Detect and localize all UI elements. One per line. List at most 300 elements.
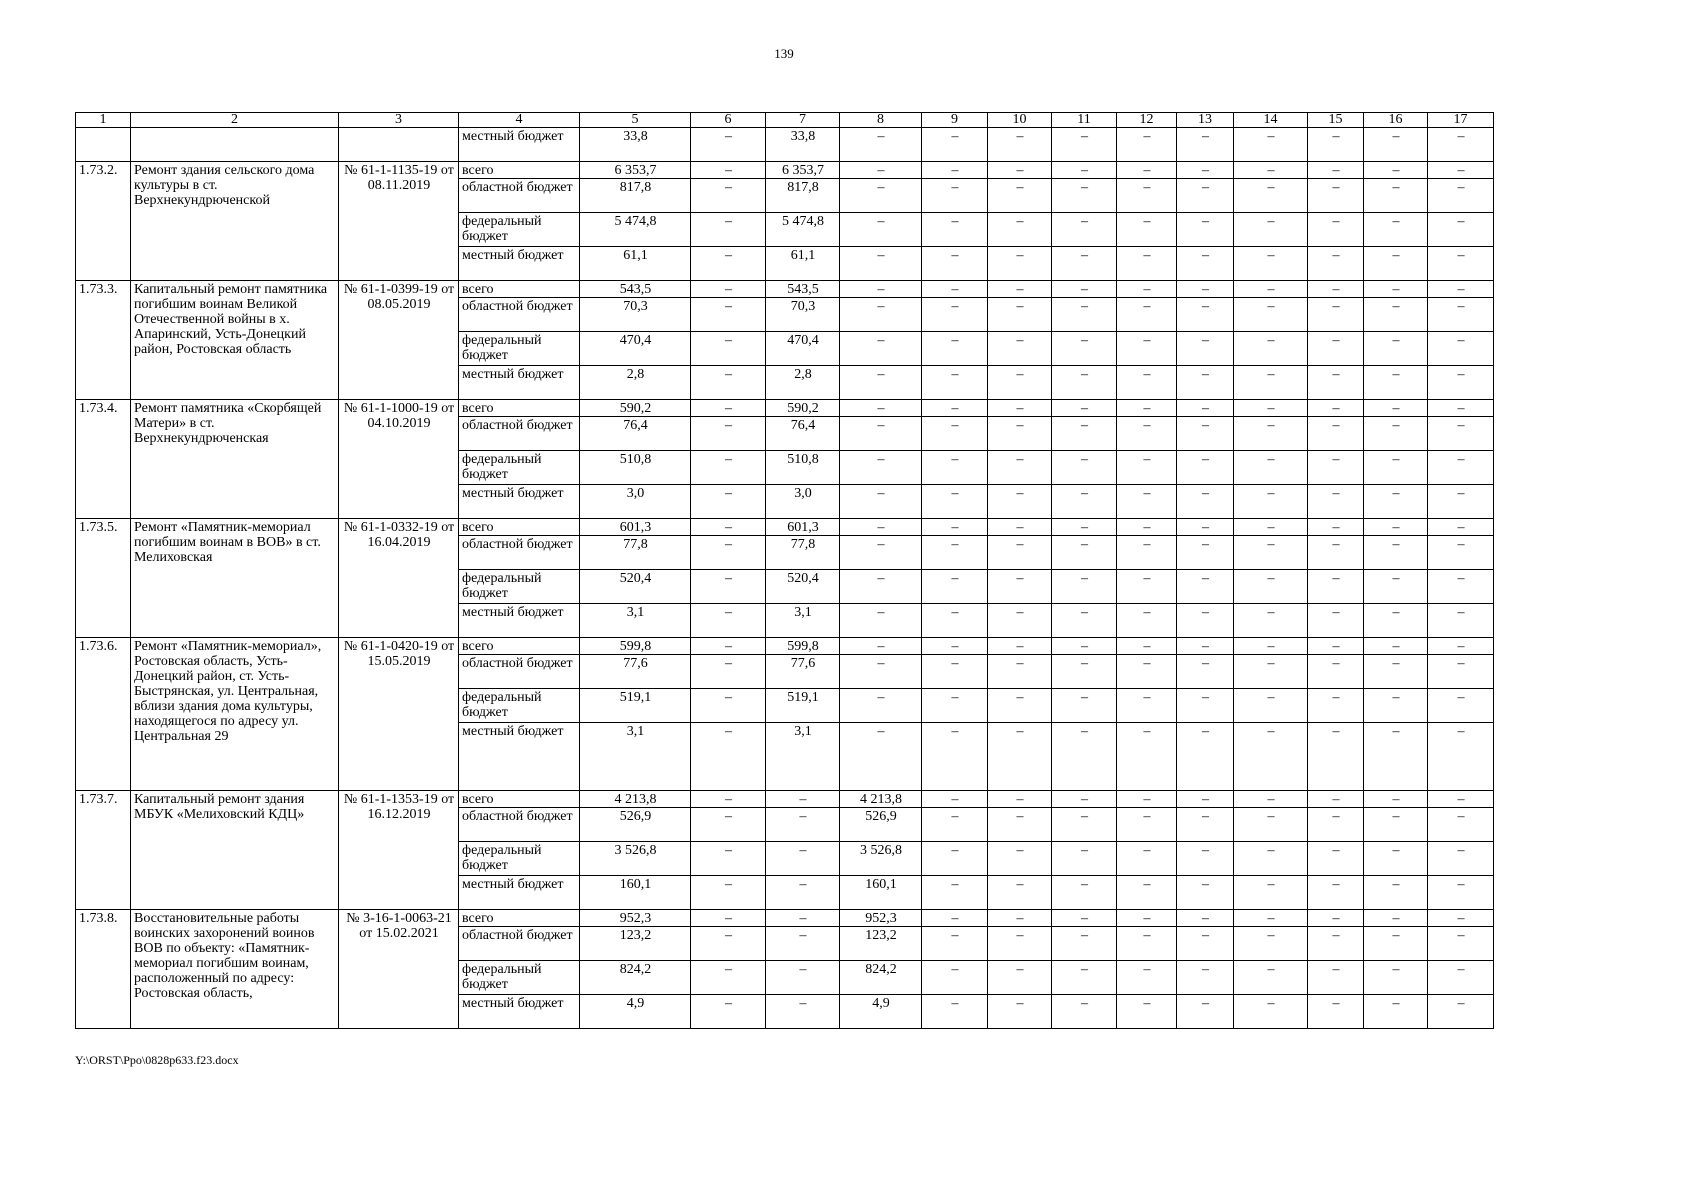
value-cell: 76,4 (580, 417, 691, 451)
value-cell: – (1308, 417, 1364, 451)
value-cell: – (840, 689, 922, 723)
value-cell: – (1177, 451, 1234, 485)
column-header-2: 2 (131, 113, 339, 128)
value-cell: 601,3 (766, 519, 840, 536)
value-cell: – (988, 213, 1052, 247)
value-cell: – (1308, 536, 1364, 570)
value-cell: – (691, 961, 766, 995)
table-row (76, 519, 1494, 536)
funding-source: местный бюджет (459, 485, 580, 519)
value-cell: – (1117, 417, 1177, 451)
value-cell: 3,1 (766, 723, 840, 791)
value-cell: 520,4 (580, 570, 691, 604)
value-cell: – (1052, 842, 1117, 876)
value-cell: – (988, 961, 1052, 995)
value-cell: – (840, 655, 922, 689)
value-cell: – (1234, 366, 1308, 400)
value-cell: – (840, 281, 922, 298)
value-cell: – (840, 332, 922, 366)
item-code: 1.73.6. (76, 638, 131, 791)
value-cell: 3,1 (766, 604, 840, 638)
value-cell: 526,9 (580, 808, 691, 842)
funding-source: всего (459, 910, 580, 927)
table-row (76, 910, 1494, 927)
value-cell: 4,9 (580, 995, 691, 1029)
value-cell: – (1117, 961, 1177, 995)
value-cell: 3,1 (580, 604, 691, 638)
value-cell: – (988, 791, 1052, 808)
value-cell: – (922, 281, 988, 298)
value-cell: – (1052, 723, 1117, 791)
value-cell: – (1428, 723, 1494, 791)
value-cell: – (1052, 281, 1117, 298)
value-cell: – (1308, 638, 1364, 655)
value-cell: – (922, 927, 988, 961)
value-cell: – (691, 570, 766, 604)
value-cell: 601,3 (580, 519, 691, 536)
value-cell: – (766, 808, 840, 842)
value-cell: – (1052, 451, 1117, 485)
value-cell: – (691, 842, 766, 876)
value-cell: – (691, 332, 766, 366)
value-cell: – (922, 179, 988, 213)
value-cell: – (1177, 162, 1234, 179)
value-cell: – (691, 247, 766, 281)
value-cell: – (1364, 247, 1428, 281)
item-document: № 61-1-0420-19 от 15.05.2019 (339, 638, 459, 791)
value-cell: – (1428, 791, 1494, 808)
value-cell: – (1308, 519, 1364, 536)
value-cell: – (922, 400, 988, 417)
column-header-8: 8 (840, 113, 922, 128)
value-cell: – (691, 638, 766, 655)
value-cell: – (922, 519, 988, 536)
value-cell: – (1234, 791, 1308, 808)
item-code: 1.73.3. (76, 281, 131, 400)
value-cell: – (691, 519, 766, 536)
value-cell: – (922, 162, 988, 179)
value-cell: – (922, 298, 988, 332)
funding-source: федеральный бюджет (459, 689, 580, 723)
funding-source: всего (459, 162, 580, 179)
value-cell: 2,8 (766, 366, 840, 400)
value-cell: – (1364, 128, 1428, 162)
value-cell: – (1052, 162, 1117, 179)
value-cell: 5 474,8 (766, 213, 840, 247)
funding-source: местный бюджет (459, 604, 580, 638)
table-row (76, 162, 1494, 179)
value-cell: – (1052, 213, 1117, 247)
column-header-10: 10 (988, 113, 1052, 128)
value-cell: – (1177, 689, 1234, 723)
value-cell: – (1308, 655, 1364, 689)
value-cell: – (1234, 536, 1308, 570)
value-cell: – (1177, 842, 1234, 876)
value-cell: 543,5 (766, 281, 840, 298)
value-cell: 77,6 (766, 655, 840, 689)
item-document: № 61-1-0399-19 от 08.05.2019 (339, 281, 459, 400)
value-cell: – (840, 638, 922, 655)
value-cell: – (1234, 604, 1308, 638)
value-cell: – (1177, 281, 1234, 298)
value-cell: – (1308, 689, 1364, 723)
value-cell: 3,0 (580, 485, 691, 519)
value-cell: 599,8 (580, 638, 691, 655)
value-cell: – (840, 400, 922, 417)
value-cell: – (1117, 910, 1177, 927)
value-cell: – (988, 876, 1052, 910)
value-cell: – (1117, 808, 1177, 842)
value-cell: – (691, 281, 766, 298)
value-cell: – (1117, 213, 1177, 247)
value-cell: – (988, 485, 1052, 519)
value-cell: – (1428, 604, 1494, 638)
value-cell: – (988, 689, 1052, 723)
value-cell: – (1428, 689, 1494, 723)
value-cell: – (1117, 128, 1177, 162)
value-cell: – (1052, 570, 1117, 604)
value-cell: – (922, 791, 988, 808)
table-row (76, 281, 1494, 298)
value-cell: – (1052, 808, 1117, 842)
value-cell: – (988, 927, 1052, 961)
value-cell: – (1052, 128, 1117, 162)
value-cell: – (1234, 162, 1308, 179)
value-cell: – (988, 451, 1052, 485)
value-cell: – (1117, 927, 1177, 961)
value-cell: 33,8 (580, 128, 691, 162)
value-cell: – (1117, 536, 1177, 570)
value-cell: – (1364, 808, 1428, 842)
value-cell: 470,4 (766, 332, 840, 366)
value-cell: – (840, 570, 922, 604)
value-cell: – (1177, 247, 1234, 281)
value-cell: – (766, 995, 840, 1029)
value-cell: – (1177, 910, 1234, 927)
value-cell: – (922, 128, 988, 162)
value-cell: – (1234, 927, 1308, 961)
value-cell: – (1364, 417, 1428, 451)
value-cell: – (988, 655, 1052, 689)
value-cell: – (1117, 298, 1177, 332)
value-cell: – (988, 995, 1052, 1029)
value-cell: – (1364, 451, 1428, 485)
value-cell: – (988, 400, 1052, 417)
value-cell: 599,8 (766, 638, 840, 655)
value-cell: – (1177, 570, 1234, 604)
value-cell: – (1052, 791, 1117, 808)
value-cell: – (1177, 400, 1234, 417)
value-cell: – (1234, 655, 1308, 689)
column-header-6: 6 (691, 113, 766, 128)
value-cell: – (691, 876, 766, 910)
value-cell: – (691, 689, 766, 723)
value-cell: – (1428, 485, 1494, 519)
value-cell: 61,1 (580, 247, 691, 281)
value-cell: – (1177, 128, 1234, 162)
item-document: № 61-1-1353-19 от 16.12.2019 (339, 791, 459, 910)
value-cell: – (691, 128, 766, 162)
value-cell: – (1234, 689, 1308, 723)
value-cell: – (922, 995, 988, 1029)
value-cell: – (1428, 876, 1494, 910)
value-cell: – (1308, 876, 1364, 910)
column-header-3: 3 (339, 113, 459, 128)
value-cell: – (922, 213, 988, 247)
item-name: Ремонт памятника «Скорбящей Матери» в ст. Верхнекундрюченская (131, 400, 339, 519)
value-cell: 77,8 (580, 536, 691, 570)
value-cell: – (922, 910, 988, 927)
value-cell: – (1364, 927, 1428, 961)
value-cell: 520,4 (766, 570, 840, 604)
value-cell: – (922, 332, 988, 366)
value-cell: – (1117, 723, 1177, 791)
value-cell: – (1308, 723, 1364, 791)
value-cell: – (840, 519, 922, 536)
value-cell: – (840, 485, 922, 519)
value-cell: – (1177, 723, 1234, 791)
value-cell: – (1364, 689, 1428, 723)
value-cell: – (1364, 638, 1428, 655)
value-cell: – (988, 638, 1052, 655)
value-cell: – (1177, 791, 1234, 808)
value-cell: – (1308, 281, 1364, 298)
value-cell: – (1117, 451, 1177, 485)
table-header (76, 113, 1494, 128)
funding-source: всего (459, 519, 580, 536)
value-cell: – (691, 162, 766, 179)
value-cell: – (691, 451, 766, 485)
value-cell: 3,0 (766, 485, 840, 519)
value-cell: – (988, 332, 1052, 366)
value-cell: – (1234, 298, 1308, 332)
value-cell: 824,2 (840, 961, 922, 995)
value-cell: – (1308, 179, 1364, 213)
value-cell: – (1117, 519, 1177, 536)
funding-source: федеральный бюджет (459, 570, 580, 604)
value-cell: – (1177, 298, 1234, 332)
item-code: 1.73.7. (76, 791, 131, 910)
item-document: № 61-1-0332-19 от 16.04.2019 (339, 519, 459, 638)
value-cell: – (1428, 366, 1494, 400)
value-cell: – (1117, 281, 1177, 298)
value-cell: – (1177, 638, 1234, 655)
value-cell: – (1364, 281, 1428, 298)
value-cell: – (1364, 995, 1428, 1029)
value-cell: – (691, 213, 766, 247)
value-cell: – (1052, 876, 1117, 910)
value-cell: – (1177, 808, 1234, 842)
value-cell: – (1364, 536, 1428, 570)
value-cell: 160,1 (580, 876, 691, 910)
file-path-footer: Y:\ORST\Ppo\0828p633.f23.docx (75, 1053, 239, 1067)
item-code: 1.73.4. (76, 400, 131, 519)
value-cell: – (1177, 995, 1234, 1029)
value-cell: – (988, 910, 1052, 927)
value-cell: – (1234, 213, 1308, 247)
value-cell: – (1052, 689, 1117, 723)
item-code: 1.73.8. (76, 910, 131, 1029)
value-cell: 70,3 (580, 298, 691, 332)
value-cell: – (922, 536, 988, 570)
value-cell: 470,4 (580, 332, 691, 366)
value-cell: 590,2 (766, 400, 840, 417)
value-cell: – (1234, 961, 1308, 995)
funding-source: всего (459, 400, 580, 417)
value-cell: – (1364, 842, 1428, 876)
value-cell: – (1234, 485, 1308, 519)
value-cell: – (1177, 927, 1234, 961)
value-cell: – (988, 179, 1052, 213)
value-cell: – (1052, 332, 1117, 366)
value-cell: – (1052, 485, 1117, 519)
value-cell: – (1308, 451, 1364, 485)
value-cell: – (1364, 876, 1428, 910)
funding-source: областной бюджет (459, 179, 580, 213)
column-header-9: 9 (922, 113, 988, 128)
value-cell: 123,2 (580, 927, 691, 961)
value-cell: – (840, 417, 922, 451)
value-cell: – (1177, 417, 1234, 451)
value-cell: 6 353,7 (580, 162, 691, 179)
column-header-16: 16 (1364, 113, 1428, 128)
value-cell: – (691, 723, 766, 791)
budget-table (75, 112, 1494, 1029)
value-cell: – (988, 128, 1052, 162)
funding-source: местный бюджет (459, 366, 580, 400)
value-cell: – (922, 842, 988, 876)
item-code (76, 128, 131, 162)
value-cell: – (1052, 417, 1117, 451)
value-cell: – (766, 927, 840, 961)
value-cell: – (1364, 332, 1428, 366)
value-cell: – (766, 842, 840, 876)
funding-source: областной бюджет (459, 536, 580, 570)
value-cell: – (1428, 519, 1494, 536)
value-cell: 4 213,8 (840, 791, 922, 808)
value-cell: – (922, 808, 988, 842)
value-cell: – (766, 791, 840, 808)
value-cell: – (1428, 451, 1494, 485)
value-cell: – (1428, 655, 1494, 689)
table-row (76, 128, 1494, 162)
value-cell: – (691, 400, 766, 417)
value-cell: – (840, 213, 922, 247)
value-cell: – (1052, 655, 1117, 689)
value-cell: – (840, 536, 922, 570)
column-header-17: 17 (1428, 113, 1494, 128)
value-cell: – (922, 604, 988, 638)
value-cell: 952,3 (580, 910, 691, 927)
value-cell: – (1052, 910, 1117, 927)
value-cell: – (922, 485, 988, 519)
value-cell: – (1364, 162, 1428, 179)
value-cell: – (1117, 655, 1177, 689)
header-row (76, 113, 1494, 128)
value-cell: – (1364, 519, 1428, 536)
value-cell: – (1177, 604, 1234, 638)
value-cell: 519,1 (580, 689, 691, 723)
value-cell: – (922, 366, 988, 400)
value-cell: 817,8 (766, 179, 840, 213)
funding-source: местный бюджет (459, 876, 580, 910)
funding-source: областной бюджет (459, 298, 580, 332)
value-cell: – (922, 961, 988, 995)
value-cell: – (1052, 179, 1117, 213)
value-cell: – (1308, 128, 1364, 162)
column-header-1: 1 (76, 113, 131, 128)
value-cell: 510,8 (766, 451, 840, 485)
value-cell: 543,5 (580, 281, 691, 298)
item-document (339, 128, 459, 162)
item-document: № 61-1-1135-19 от 08.11.2019 (339, 162, 459, 281)
value-cell: – (766, 876, 840, 910)
value-cell: – (1052, 927, 1117, 961)
value-cell: – (988, 417, 1052, 451)
value-cell: – (691, 179, 766, 213)
value-cell: – (1117, 995, 1177, 1029)
value-cell: – (1428, 417, 1494, 451)
column-header-11: 11 (1052, 113, 1117, 128)
value-cell: – (1234, 128, 1308, 162)
value-cell: – (691, 485, 766, 519)
value-cell: – (1117, 400, 1177, 417)
item-name: Ремонт здания сельского дома культуры в ст. Верхнекундрюченской (131, 162, 339, 281)
value-cell: – (1234, 417, 1308, 451)
funding-source: областной бюджет (459, 417, 580, 451)
value-cell: – (1052, 536, 1117, 570)
value-cell: 77,6 (580, 655, 691, 689)
value-cell: – (1428, 179, 1494, 213)
value-cell: – (1234, 876, 1308, 910)
value-cell: – (1364, 366, 1428, 400)
value-cell: – (1308, 570, 1364, 604)
value-cell: – (766, 910, 840, 927)
value-cell: – (1364, 961, 1428, 995)
column-header-12: 12 (1117, 113, 1177, 128)
value-cell: – (988, 723, 1052, 791)
item-name: Ремонт «Памятник-мемориал», Ростовская область, Усть-Донецкий район, ст. Усть-Быстрянская, ул. Центральная, вблизи здания дома культуры, находящегося по адресу ул. Центральная 29 (131, 638, 339, 791)
value-cell: – (1052, 604, 1117, 638)
value-cell: – (1308, 485, 1364, 519)
value-cell: – (1234, 995, 1308, 1029)
value-cell: – (691, 995, 766, 1029)
item-name (131, 128, 339, 162)
funding-source: федеральный бюджет (459, 842, 580, 876)
value-cell: – (691, 927, 766, 961)
value-cell: – (691, 298, 766, 332)
item-code: 1.73.2. (76, 162, 131, 281)
value-cell: – (1177, 213, 1234, 247)
value-cell: – (1052, 961, 1117, 995)
value-cell: – (840, 723, 922, 791)
value-cell: – (1052, 400, 1117, 417)
value-cell: – (988, 570, 1052, 604)
funding-source: федеральный бюджет (459, 213, 580, 247)
value-cell: – (1308, 213, 1364, 247)
value-cell: 70,3 (766, 298, 840, 332)
value-cell: – (1177, 876, 1234, 910)
value-cell: – (1308, 910, 1364, 927)
value-cell: – (1117, 366, 1177, 400)
item-document: № 3-16-1-0063-21 от 15.02.2021 (339, 910, 459, 1029)
table-row (76, 400, 1494, 417)
value-cell: – (691, 417, 766, 451)
value-cell: – (1364, 179, 1428, 213)
value-cell: – (1234, 451, 1308, 485)
value-cell: – (1308, 298, 1364, 332)
value-cell: 61,1 (766, 247, 840, 281)
